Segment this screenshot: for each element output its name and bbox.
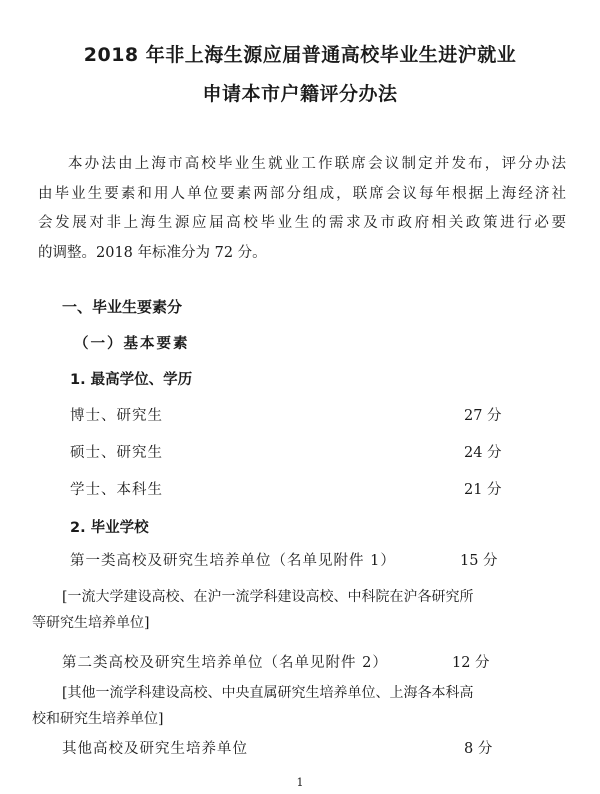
intro-line-1: 本办法由上海市高校毕业生就业工作联席会议制定并发布，评分办法 — [68, 156, 566, 172]
score-value: 12 分 — [452, 655, 490, 671]
score-row-label: 第一类高校及研究生培养单位（名单见附件 1） — [70, 553, 396, 569]
note-line-1: [一流大学建设高校、在沪一流学科建设高校、中科院在沪各研究所 — [62, 589, 474, 605]
score-row-label: 第二类高校及研究生培养单位（名单见附件 2） — [62, 655, 388, 671]
score-row-category-1 — [70, 550, 510, 572]
score-row-other-schools — [62, 738, 522, 760]
score-row-bachelor — [70, 479, 510, 501]
score-row-label: 硕士、研究生 — [70, 445, 163, 461]
score-value: 15 分 — [460, 553, 498, 569]
category-1-note — [32, 584, 562, 636]
section-heading-graduate-factors: 一、毕业生要素分 — [62, 298, 183, 316]
score-row-label: 其他高校及研究生培养单位 — [62, 741, 248, 757]
page-number: 1 — [296, 776, 304, 789]
score-row-label: 学士、本科生 — [70, 482, 163, 498]
intro-line-2: 由毕业生要素和用人单位要素两部分组成，联席会议每年根据上海经济社 — [38, 185, 566, 202]
note-line-2: 校和研究生培养单位] — [32, 711, 164, 727]
score-row-category-2 — [62, 652, 522, 674]
subsection-heading-basic-factors: （一）基本要素 — [74, 335, 190, 352]
score-value: 8 分 — [464, 741, 493, 757]
intro-line-4: 的调整。2018 年标准分为 72 分。 — [38, 244, 267, 261]
document-title-line-2: 申请本市户籍评分办法 — [202, 83, 398, 105]
score-value: 24 分 — [464, 445, 502, 461]
note-line-1: [其他一流学科建设高校、中央直属研究生培养单位、上海各本科高 — [62, 685, 474, 701]
note-line-2: 等研究生培养单位] — [32, 615, 150, 631]
item-heading-school: 2. 毕业学校 — [70, 520, 149, 536]
intro-paragraph — [38, 150, 566, 268]
document-title-line-1: 2018 年非上海生源应届普通高校毕业生进沪就业 — [83, 44, 517, 66]
score-row-doctor — [70, 405, 510, 427]
category-2-note — [32, 680, 562, 732]
score-row-label: 博士、研究生 — [70, 408, 163, 424]
score-value: 27 分 — [464, 408, 502, 424]
score-value: 21 分 — [464, 482, 502, 498]
item-heading-degree: 1. 最高学位、学历 — [70, 372, 193, 388]
intro-line-3: 会发展对非上海生源应届高校毕业生的需求及市政府相关政策进行必要 — [38, 215, 566, 231]
score-row-master — [70, 442, 510, 464]
